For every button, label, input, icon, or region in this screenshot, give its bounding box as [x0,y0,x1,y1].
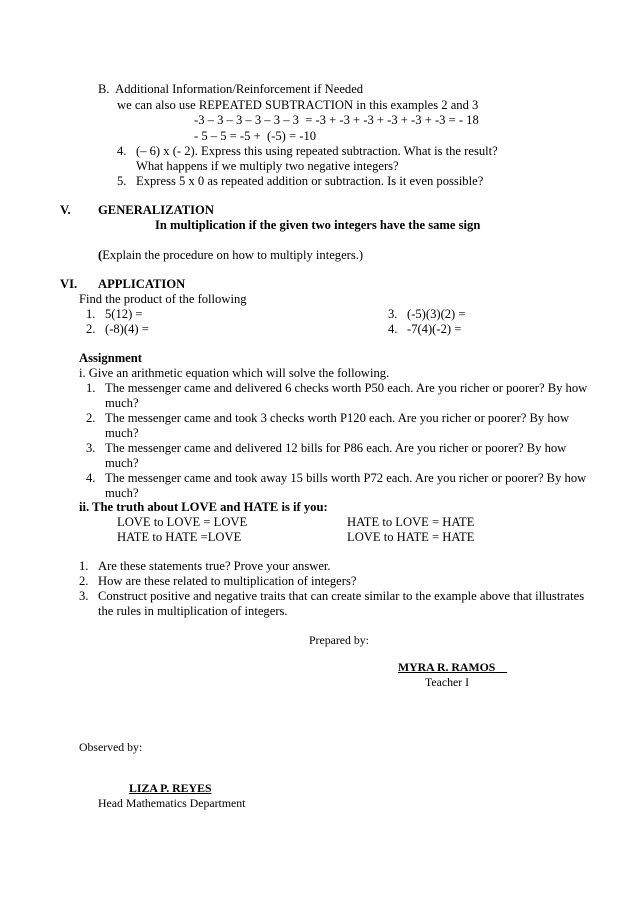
assignment-item-2-text-cont: much? [105,426,139,440]
assignment-item-4-text: The messenger came and took away 15 bills worth P72 each. Are you richer or poorer? By how [105,471,587,485]
section-vi-title: APPLICATION [98,277,186,291]
assignment-item-2-number: 2. [86,411,96,425]
question-3-text: Construct positive and negative traits that can create similar to the example above that illustrates [98,589,585,603]
assignment-item-1-text: The messenger came and delivered 6 checks worth P50 each. Are you richer or poorer? By how [105,381,588,395]
question-3-number: 3. [79,589,89,603]
section-vi-numeral: VI. [60,277,78,291]
application-instruction: Find the product of the following [79,292,247,306]
assignment-item-4-number: 4. [86,471,96,485]
problem-2-number: 2. [86,322,96,336]
observer-title: Head Mathematics Department [98,796,246,810]
assignment-item-3-text-cont: much? [105,456,139,470]
preparer-name-text: MYRA R. RAMOS [398,660,496,674]
item-5-text: Express 5 x 0 as repeated addition or subtraction. Is it even possible? [136,174,484,188]
problem-2-text: (-8)(4) = [105,322,149,336]
assignment-part-i: i. Give an arithmetic equation which will solve the following. [79,366,390,380]
assignment-part-ii: ii. The truth about LOVE and HATE is if you: [79,500,328,514]
problem-1-number: 1. [86,307,96,321]
preparer-name [398,660,507,675]
item-4-text-cont: What happens if we multiply two negative integers? [136,159,399,173]
assignment-item-1-number: 1. [86,381,96,395]
assignment-title: Assignment [79,351,142,365]
preparer-title: Teacher I [425,675,470,689]
question-2-number: 2. [79,574,89,588]
section-v-subtitle: In multiplication if the given two integers have the same sign [155,218,481,232]
problem-3-number: 3. [388,307,398,321]
note-open-paren: ( [98,248,103,262]
truth-hate-to-hate: HATE to HATE =LOVE [117,530,242,544]
section-v-numeral: V. [60,203,71,217]
assignment-item-2-text: The messenger came and took 3 checks worth P120 each. Are you richer or poorer? By how [105,411,570,425]
question-1-number: 1. [79,559,89,573]
problem-4-text: -7(4)(-2) = [407,322,462,336]
truth-love-to-hate: LOVE to HATE = HATE [347,530,475,544]
section-b-heading: B. Additional Information/Reinforcement if Needed [98,82,364,96]
problem-1-text: 5(12) = [105,307,143,321]
section-v-note [98,248,363,263]
section-b-intro: we can also use REPEATED SUBTRACTION in this examples 2 and 3 [117,98,479,112]
observer-name: LIZA P. REYES [129,781,212,795]
section-v-title: GENERALIZATION [98,203,214,217]
example-repeated-subtraction-1: -3 – 3 – 3 – 3 – 3 – 3 = -3 + -3 + -3 + -3 + -3 + -3 = - 18 [194,113,479,127]
assignment-item-3-number: 3. [86,441,96,455]
assignment-item-1-text-cont: much? [105,396,139,410]
preparer-name-underline-tail [495,660,507,674]
problem-3-text: (-5)(3)(2) = [407,307,466,321]
item-5-number: 5. [117,174,127,188]
problem-4-number: 4. [388,322,398,336]
question-3-text-cont: the rules in multiplication of integers. [98,604,288,618]
question-1-text: Are these statements true? Prove your answer. [98,559,331,573]
question-2-text: How are these related to multiplication of integers? [98,574,357,588]
note-text: Explain the procedure on how to multiply integers.) [102,248,364,262]
assignment-item-3-text: The messenger came and delivered 12 bills for P86 each. Are you richer or poorer? By how [105,441,567,455]
prepared-by-label: Prepared by: [309,633,369,647]
item-4-number: 4. [117,144,127,158]
assignment-item-4-text-cont: much? [105,486,139,500]
item-4-text: (– 6) x (- 2). Express this using repeated subtraction. What is the result? [136,144,498,158]
observed-by-label: Observed by: [79,740,143,754]
example-repeated-subtraction-2: - 5 – 5 = -5 + (-5) = -10 [194,129,317,143]
truth-love-to-love: LOVE to LOVE = LOVE [117,515,248,529]
truth-hate-to-love: HATE to LOVE = HATE [347,515,475,529]
